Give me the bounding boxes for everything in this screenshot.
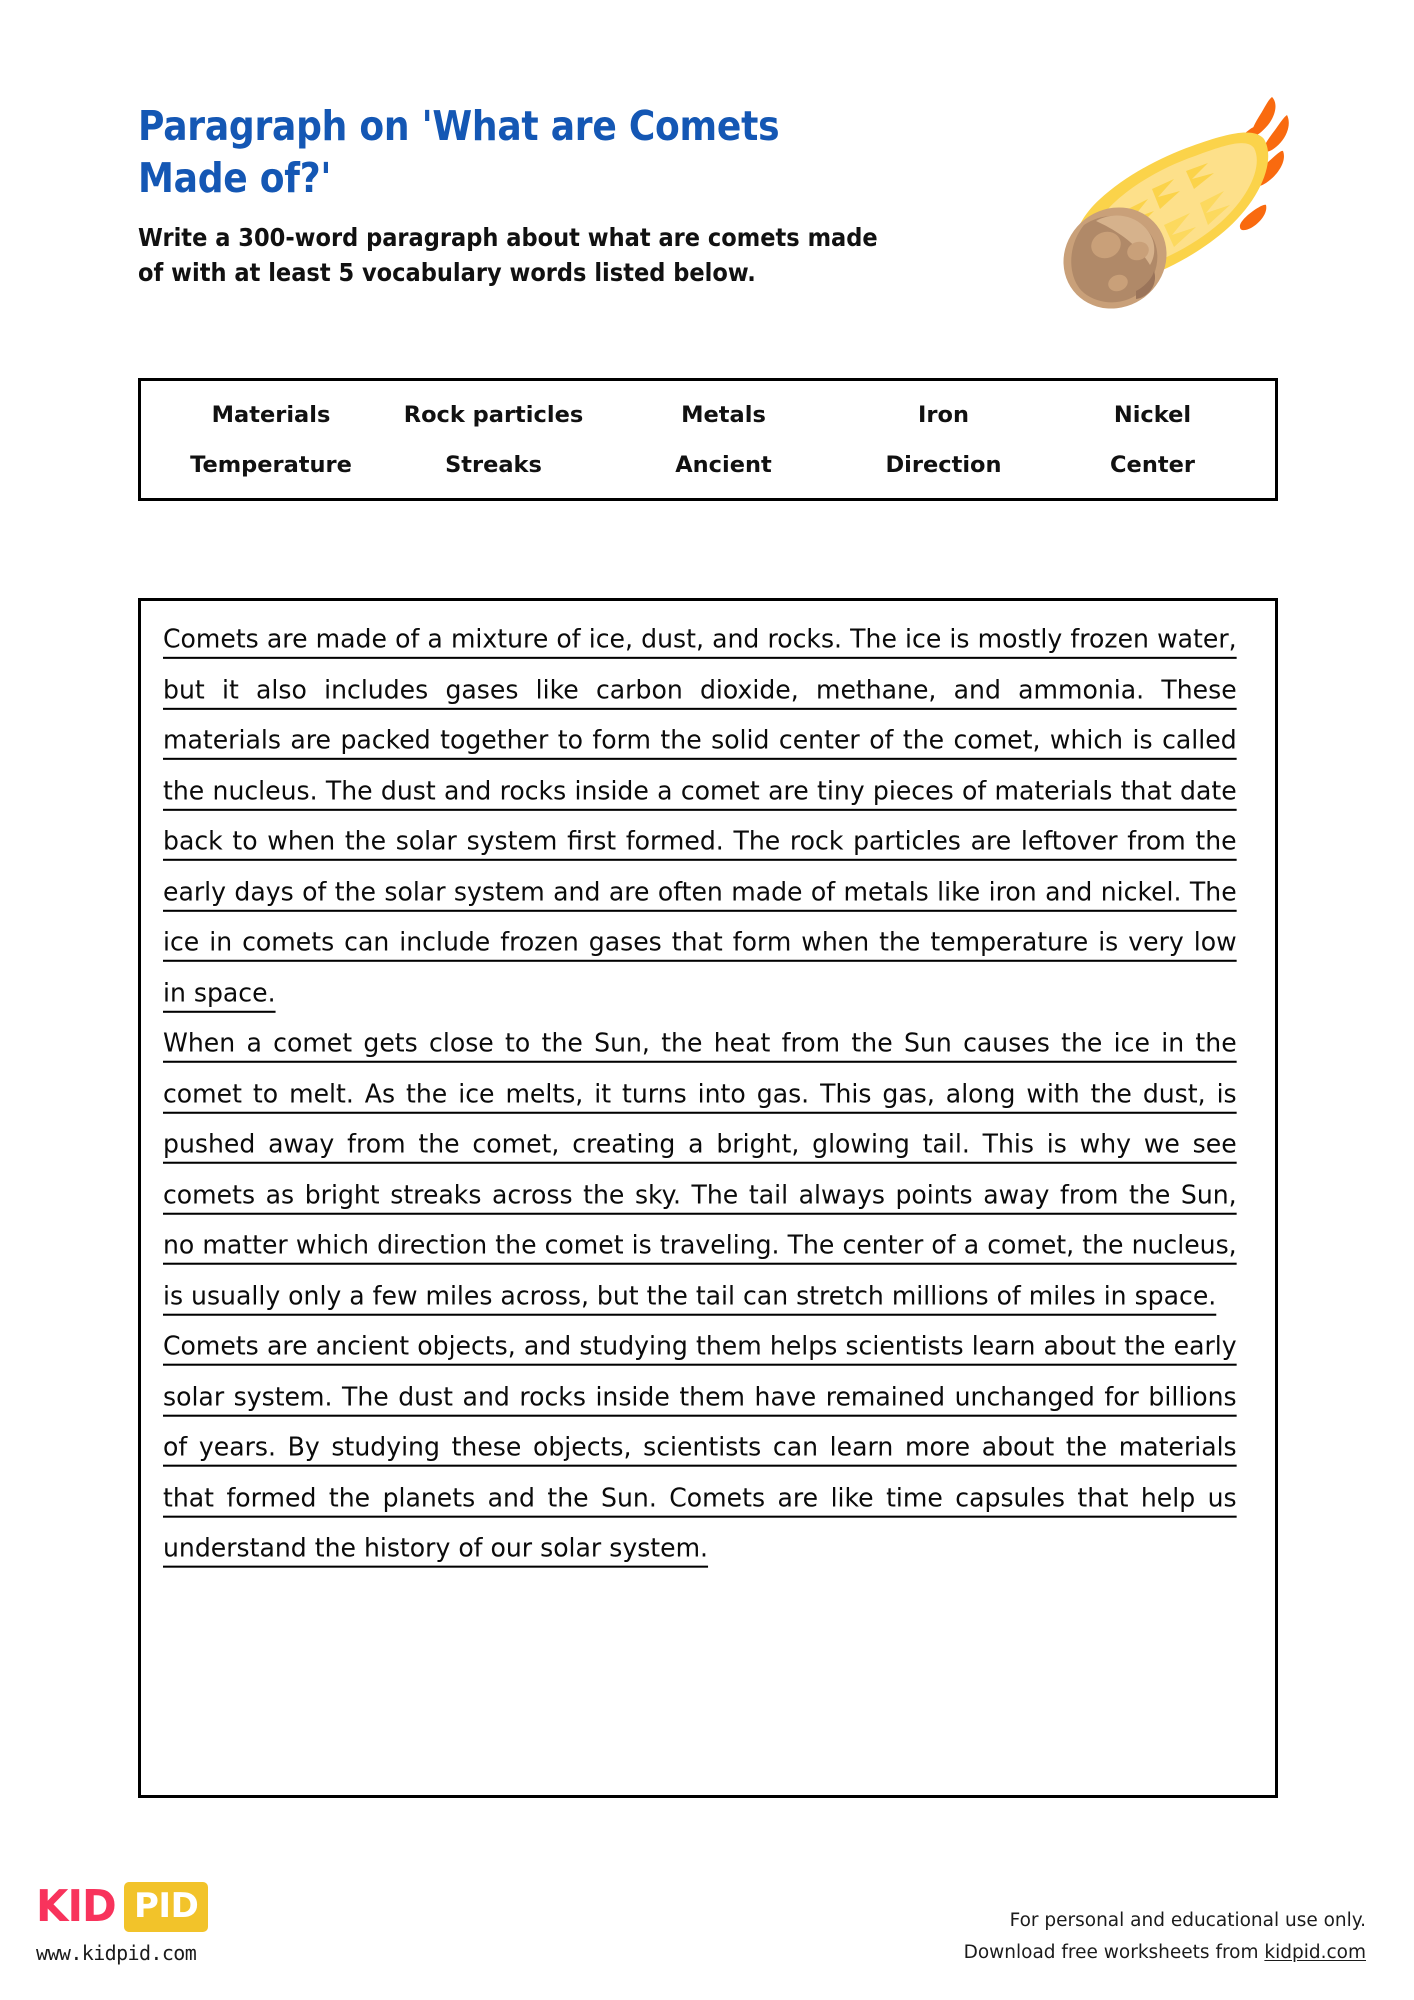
answer-box xyxy=(138,598,1278,1798)
vocabulary-word: Materials xyxy=(211,401,331,428)
vocabulary-box xyxy=(138,378,1278,501)
answer-paragraph: Comets are made of a mixture of ice, dust, and rocks. The ice is mostly frozen water, but it also includes gases like carbon dioxide, methane, and ammonia. These materials are packed together to form the solid center of the comet, which is called the nucleus. The dust and rocks inside a comet are tiny pieces of materials that date back to when the solar system first formed. The rock particles are leftover from the early days of the solar system and are often made of metals like iron and nickel. The ice in comets can include frozen gases that form when the temperature is very low in space. xyxy=(163,624,1237,1009)
credit-line-usage: For personal and educational use only. xyxy=(1009,1910,1366,1931)
credit-line-download xyxy=(964,1937,1366,1969)
vocabulary-word: Direction xyxy=(885,451,1002,478)
vocabulary-word: Iron xyxy=(918,401,969,428)
kidpid-logo xyxy=(36,1880,356,1965)
worksheet-header xyxy=(138,100,1278,291)
vocabulary-word: Temperature xyxy=(190,451,352,478)
kidpid-link[interactable]: kidpid.com xyxy=(1264,1942,1366,1964)
credit-download-prefix: Download free worksheets from xyxy=(963,1942,1265,1964)
instruction-text: Write a 300-word paragraph about what are comets made of with at least 5 vocabulary words listed below. xyxy=(138,222,878,287)
vocabulary-row xyxy=(171,440,1249,490)
footer-credit xyxy=(964,1905,1366,1970)
vocabulary-row xyxy=(171,390,1249,440)
logo-pid-badge: PID xyxy=(124,1882,208,1932)
vocabulary-word: Rock particles xyxy=(403,401,584,428)
logo-website-url: www.kidpid.com xyxy=(36,1941,197,1965)
answer-paragraph: Comets are ancient objects, and studying them helps scientists learn about the early solar system. The dust and rocks inside them have remained unchanged for billions of years. By studying these objects, scientists can learn more about the materials that formed the planets and the Sun. Comets are like time capsules that help us understand the history of our solar system. xyxy=(163,1331,1237,1564)
answer-text xyxy=(163,615,1237,1574)
vocabulary-word: Center xyxy=(1110,451,1195,478)
vocabulary-word: Metals xyxy=(681,401,766,428)
answer-paragraph: When a comet gets close to the Sun, the heat from the Sun causes the ice in the comet to melt. As the ice melts, it turns into gas. This gas, along with the dust, is pushed away from the comet, creating a bright, glowing tail. This is why we see comets as bright streaks across the sky. The tail always points away from the Sun, no matter which direction the comet is traveling. The center of a comet, the nucleus, is usually only a few miles across, but the tail can stretch millions of miles in space. xyxy=(163,1028,1237,1312)
logo-mark xyxy=(36,1880,356,1934)
vocabulary-word: Streaks xyxy=(445,451,542,478)
vocabulary-word: Nickel xyxy=(1113,401,1192,428)
page-title: Paragraph on 'What are Comets Made of?' xyxy=(138,102,780,203)
logo-kid-text: KID xyxy=(36,1881,116,1932)
vocabulary-word: Ancient xyxy=(675,451,772,478)
